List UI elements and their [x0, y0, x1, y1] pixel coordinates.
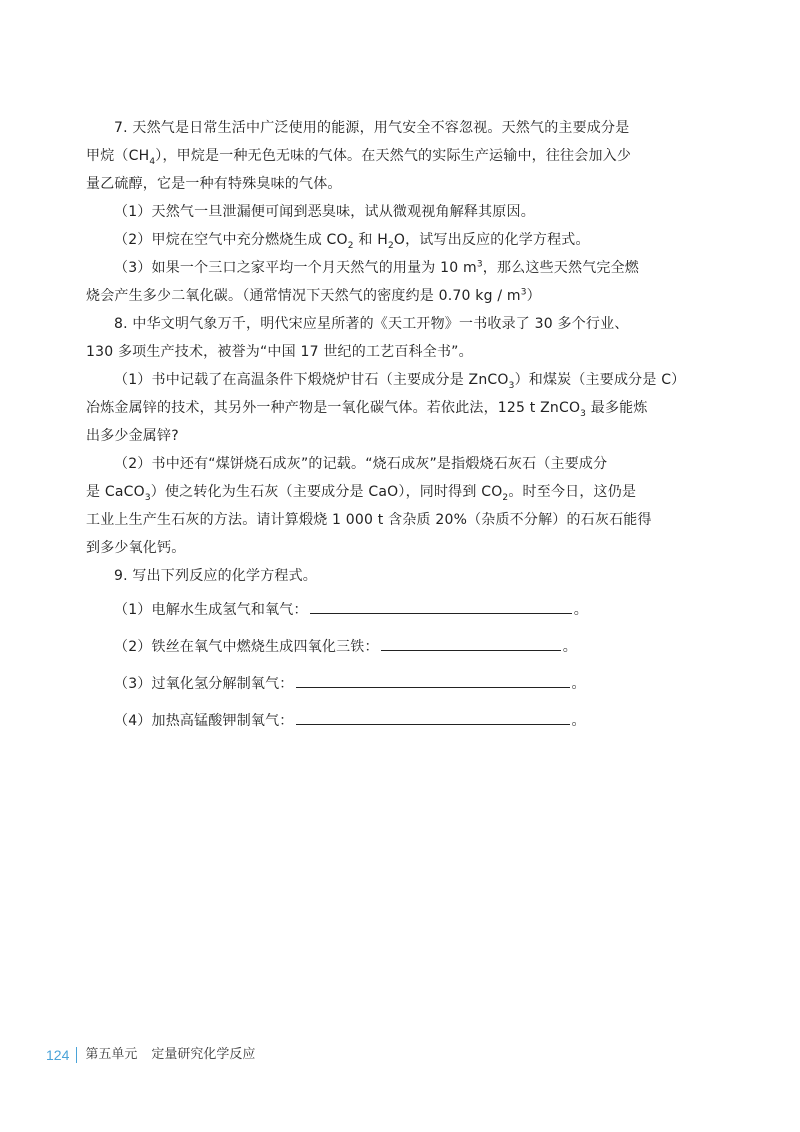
page-number: 124 [46, 1047, 70, 1063]
answer-blank[interactable] [296, 706, 570, 725]
q7-part-1: （1）天然气一旦泄漏便可闻到恶臭味，试从微观视角解释其原因。 [114, 204, 535, 220]
answer-blank[interactable] [381, 632, 561, 651]
question-8 [86, 310, 711, 562]
q8-part-2-line-1: （2）书中还有“煤饼烧石成灰”的记载。“烧石成灰”是指煅烧石灰石（主要成分 [114, 456, 608, 472]
q8-part-2-line-2: 是 CaCO$_3$）使之转化为生石灰（主要成分是 CaO），同时得到 $CO_2$。时至今日，这仍是 [86, 484, 637, 503]
answer-blank[interactable] [310, 595, 572, 614]
q9-item-3: （3）过氧化氢分解制氧气： 。 [86, 669, 711, 698]
chapter-title: 定量研究化学反应 [151, 1047, 256, 1062]
q9-item-4: （4）加热高锰酸钾制氧气： 。 [86, 706, 711, 735]
q7-line-1: 7. 天然气是日常生活中广泛使用的能源，用气安全不容忽视。天然气的主要成分是 [114, 120, 630, 136]
q8-line-1: 8. 中华文明气象万千，明代宋应星所著的《天工开物》一书收录了 30 多个行业、 [114, 316, 629, 332]
q8-part-2-line-3: 工业上生产生石灰的方法。请计算煅烧 1 000 t 含杂质 20%（杂质不分解）的石灰石能得 [86, 512, 652, 528]
q8-part-2-line-4: 到多少氧化钙。 [86, 540, 186, 556]
q7-line-2: 甲烷$(CH_4)$，甲烷是一种无色无味的气体。在天然气的实际生产运输中，往往会加入少 [86, 148, 632, 167]
q9-item-1: （1）电解水生成氢气和氧气： 。 [86, 595, 711, 624]
q9-item-2: （2）铁丝在氧气中燃烧生成四氧化三铁： 。 [86, 632, 711, 661]
q8-part-1-line-2: 冶炼金属锌的技术，其另外一种产物是一氧化碳气体。若依此法，125 t ZnCO$_3$ 最多能炼 [86, 400, 648, 419]
q9-title: 9. 写出下列反应的化学方程式。 [114, 568, 318, 584]
q7-part-2: （2）甲烷在空气中充分燃烧生成 $CO_2$ 和 $H_2O$，试写出反应的化学方程式。 [114, 232, 590, 251]
answer-blank[interactable] [296, 669, 570, 688]
unit-label: 第五单元 [85, 1047, 138, 1062]
question-9 [86, 562, 711, 735]
q8-part-1-line-3: 出多少金属锌? [86, 428, 179, 444]
question-7 [86, 114, 711, 310]
page-footer [46, 1046, 255, 1064]
q7-part-3-line-2: 烧会产生多少二氧化碳。（通常情况下天然气的密度约是 0.70 kg / $m^3$） [86, 287, 541, 304]
footer-divider [76, 1047, 77, 1063]
q7-part-3-line-1: （3）如果一个三口之家平均一个月天然气的用量为 10 $m^3$，那么这些天然气完全燃 [114, 259, 639, 276]
q8-part-1-line-1: （1）书中记载了在高温条件下煅烧炉甘石（主要成分是 ZnCO$_3$）和煤炭（主要成分是 C） [114, 372, 686, 391]
q7-line-3: 量乙硫醇，它是一种有特殊臭味的气体。 [86, 176, 342, 192]
page-content [86, 114, 711, 735]
q8-line-2: 130 多项生产技术，被誉为“中国 17 世纪的工艺百科全书”。 [86, 344, 473, 360]
